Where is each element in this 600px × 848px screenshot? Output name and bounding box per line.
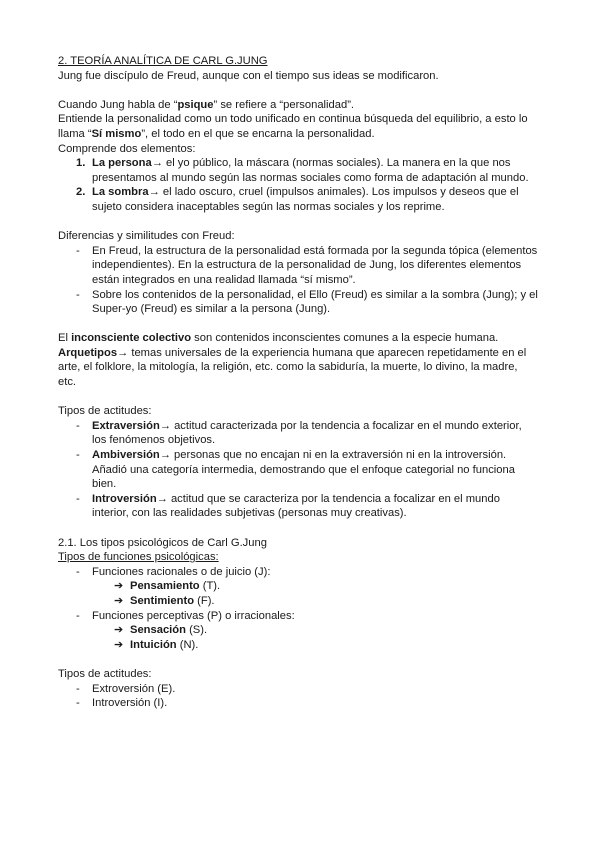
si-mismo-paragraph: Entiende la personalidad como un todo unificado en continua búsqueda del equilibrio, a esto lo llama “Sí mismo”, el todo en el que se encarna la personalidad. <box>58 113 528 140</box>
actitudes-list <box>58 419 538 521</box>
arrow-icon: ➔ <box>114 638 124 651</box>
elements-list <box>58 156 538 214</box>
actitudes2-list <box>58 682 538 711</box>
list-item: - Funciones perceptivas (P) o irracionales: <box>76 609 295 622</box>
si-mismo-term: Sí mismo <box>91 127 142 140</box>
psique-term: psique <box>177 98 214 111</box>
arrow-icon: ➔ <box>114 580 124 593</box>
list-item: ➔ Sensación (S). <box>114 624 208 637</box>
list-item: - Sobre los contenidos de la personalidad, el Ello (Freud) es similar a la sombra (Jung); y el Super-yo (Freud) es similar a la persona (Jung). <box>76 288 538 316</box>
racionales-sublist <box>58 579 538 608</box>
list-item: 2. La sombra→ el lado oscuro, cruel (impulsos animales). Los impulsos y deseos que el sujeto considera inaceptables según las normas sociales y los reprime. <box>76 186 519 213</box>
arrow-icon: ➔ <box>114 594 124 607</box>
subsection-title: 2.1. Los tipos psicológicos de Carl G.Jung <box>58 536 267 549</box>
psique-paragraph: Cuando Jung habla de “psique” se refiere a “personalidad”. <box>58 98 355 111</box>
intro-paragraph: Jung fue discípulo de Freud, aunque con el tiempo sus ideas se modificaron. <box>58 69 439 82</box>
list-item: ➔ Sentimiento (F). <box>114 594 215 607</box>
list-item: - Introversión→ actitud que se caracteriza por la tendencia a focalizar en el mundo interior, con las realidades subjetivas (personas muy creativas). <box>76 492 500 520</box>
comprende-label: Comprende dos elementos: <box>58 142 196 155</box>
funciones-list-2 <box>58 609 538 624</box>
list-item: ➔ Pensamiento (T). <box>114 580 221 593</box>
list-item: 1. La persona→ el yo público, la máscara (normas sociales). La manera en la que nos presentamos al mundo según las normas sociales como forma de adaptación al mundo. <box>76 157 529 184</box>
list-item: - Extroversión (E). <box>76 682 176 695</box>
section-title: 2. TEORÍA ANALÍTICA DE CARL G.JUNG <box>58 55 268 67</box>
diferencias-list <box>58 244 538 317</box>
funciones-list <box>58 565 538 580</box>
document-page <box>58 54 538 711</box>
funciones-label: Tipos de funciones psicológicas: <box>58 551 219 564</box>
actitudes-label: Tipos de actitudes: <box>58 405 152 418</box>
actitudes2-label: Tipos de actitudes: <box>58 667 152 680</box>
inconsciente-paragraph: El inconsciente colectivo son contenidos inconscientes comunes a la especie humana. <box>58 332 499 345</box>
diferencias-label: Diferencias y similitudes con Freud: <box>58 230 235 243</box>
arrow-icon: ➔ <box>114 624 124 637</box>
list-item: ➔ Intuición (N). <box>114 638 199 651</box>
arquetipos-paragraph: Arquetipos→ temas universales de la experiencia humana que aparecen repetidamente en el arte, el folklore, la mitología, la religión, etc. como la sabiduría, la muerte, lo divino, la madre, etc. <box>58 346 527 389</box>
list-item: - Extraversión→ actitud caracterizada por la tendencia a focalizar en el mundo exterior, los fenómenos objetivos. <box>76 419 522 447</box>
list-item: - Introversión (I). <box>76 697 168 710</box>
irracionales-sublist <box>58 623 538 652</box>
list-item: - Ambiversión→ personas que no encajan ni en la extraversión ni en la introversión. Añadió una categoría intermedia, demostrando que el enfoque categorial no funciona bien. <box>76 449 515 491</box>
list-item: - Funciones racionales o de juicio (J): <box>76 565 271 578</box>
list-item: - En Freud, la estructura de la personalidad está formada por la segunda tópica (elementos independientes). En la estructura de la personalidad de Jung, los diferentes elementos están integrados en una realidad llamada “sí mismo”. <box>76 244 538 286</box>
